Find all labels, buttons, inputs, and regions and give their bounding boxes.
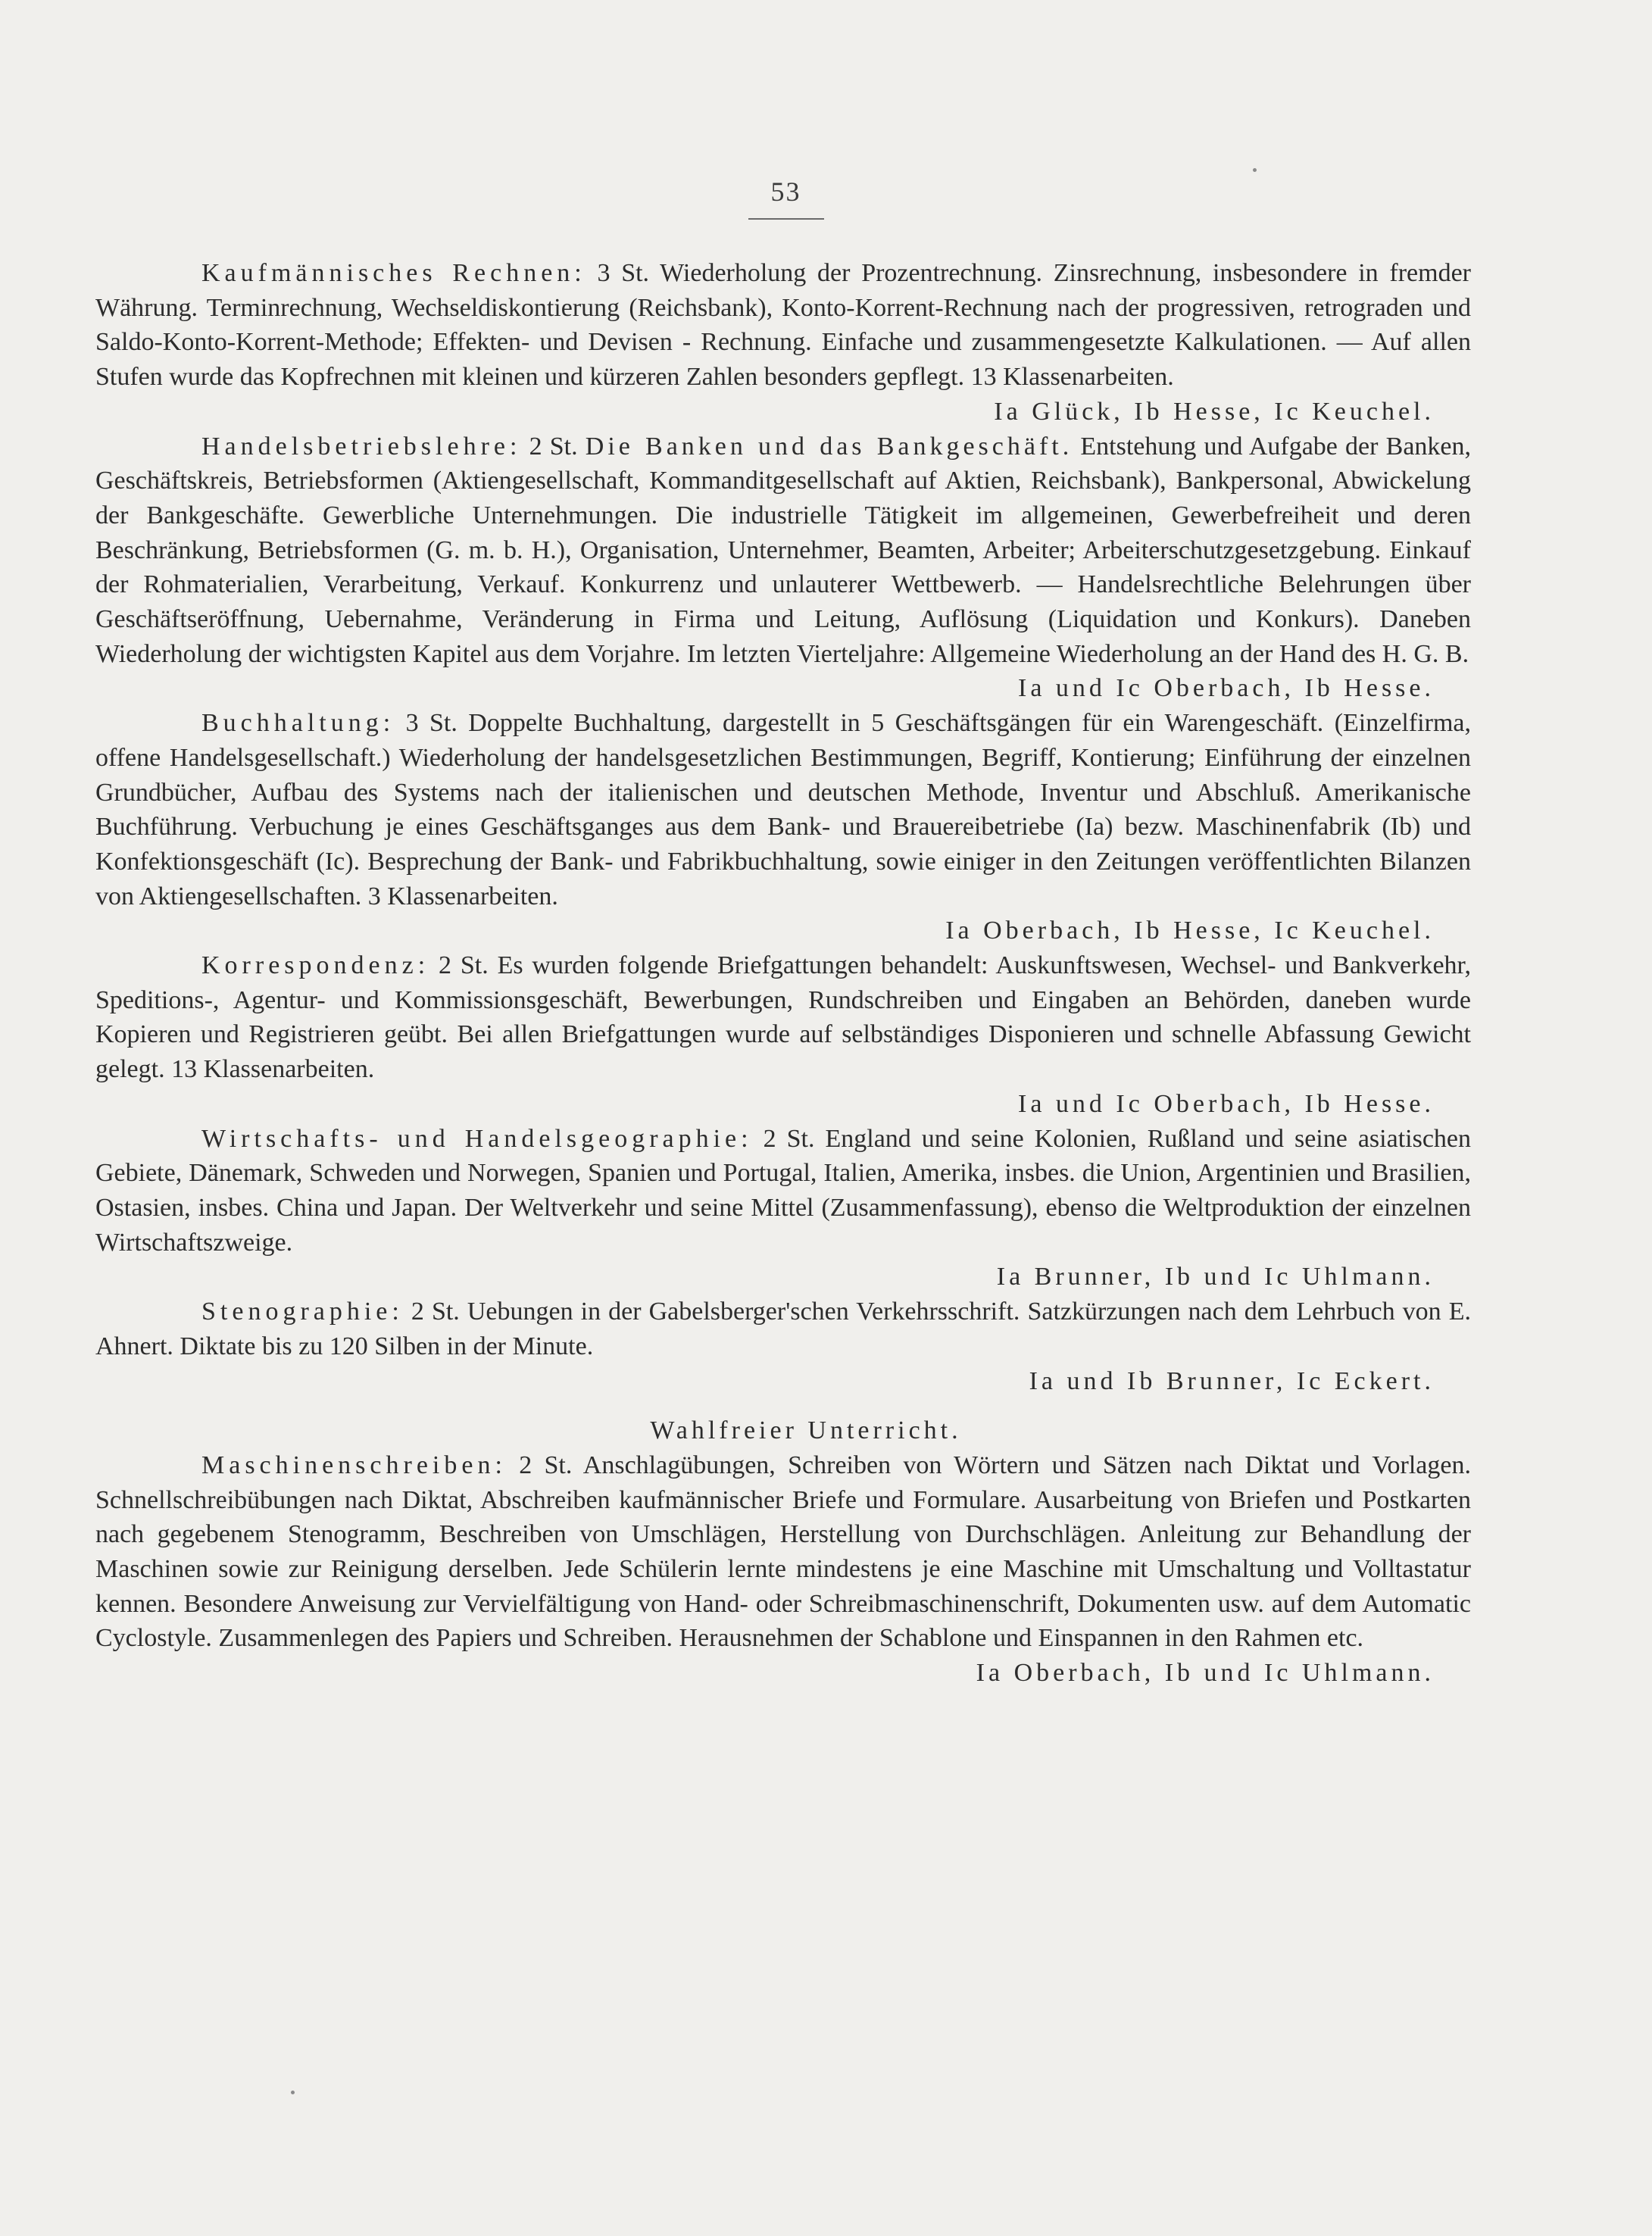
teachers-line: Ia und Ib Brunner, Ic Eckert.: [1029, 1366, 1435, 1395]
section-topic: Die Banken und das Bankgeschäft.: [585, 432, 1073, 461]
section-text: 3 St. Wiederholung der Prozentrechnung. Zinsrechnung, insbesondere in fremder Währung. Terminrechnung, Wechseldiskontierung (Reichsbank), Konto-Korrent-Rechnung nach der progressiven, retrograden und Saldo-Konto-Korrent-Methode; Effekten- und Devisen - Rechnung. Einfache und zusammengesetzte Kalkulationen. — Auf allen Stufen wurde das Kopfrechnen mit kleinen und kürzeren Zahlen besonders gepflegt. 13 Klassenarbeiten.: [95, 259, 1471, 392]
subject-title: Stenographie:: [201, 1298, 404, 1326]
teachers-line: Ia und Ic Oberbach, Ib Hesse.: [1018, 674, 1435, 703]
section-text: 2 St. Anschlagübungen, Schreiben von Wörtern und Sätzen nach Diktat und Vorlagen. Schnellschreibübungen nach Diktat, Abschreiben kaufmännischer Briefe und Formulare. Ausarbeitung von Briefen und Postkarten nach gegebenem Stenogramm, Beschreiben von Umschlägen, Herstellung von Durchschlägen. Anleitung zur Behandlung der Maschinen sowie zur Reinigung derselben. Jede Schülerin lernte mindestens je eine Maschine mit Umschaltung und Volltastatur kennen. Besondere Anweisung zur Vervielfältigung von Hand- oder Schreibmaschinenschrift, Dokumenten usw. auf dem Automatic Cyclostyle. Zusammenlegen des Papiers und Schreiben. Herausnehmen der Schablone und Einspannen in den Rahmen etc.: [95, 1451, 1471, 1653]
section-wirtschaftsgeographie: [95, 1122, 1471, 1260]
subject-title: Handelsbetriebslehre:: [201, 432, 522, 461]
paper-speck: [1253, 168, 1257, 172]
subject-title: Maschinenschreiben:: [201, 1451, 507, 1479]
page-number: 53: [770, 176, 801, 207]
section-text: 2 St. England und seine Kolonien, Rußland und seine asiatischen Gebiete, Dänemark, Schweden und Norwegen, Spanien und Portugal, Italien, Amerika, insbes. die Union, Argentinien und Brasilien, Ostasien, insbes. China und Japan. Der Weltverkehr und seine Mittel (Zusammenfassung), ebenso die Weltproduktion der einzelnen Wirtschaftszweige.: [95, 1124, 1471, 1257]
section-text: 2 St. Uebungen in der Gabelsberger'schen Verkehrsschrift. Satzkürzungen nach dem Lehrbuch von E. Ahnert. Diktate bis zu 120 Silben in der Minute.: [95, 1298, 1471, 1360]
teachers-line: Ia und Ic Oberbach, Ib Hesse.: [1018, 1089, 1435, 1118]
teachers-line: Ia Glück, Ib Hesse, Ic Keuchel.: [994, 397, 1435, 426]
subject-title: Korrespondenz:: [201, 951, 430, 980]
page-number-underline: [748, 218, 824, 220]
section-stenographie: [95, 1294, 1471, 1363]
section-maschinenschreiben: [95, 1448, 1471, 1656]
document-body: [95, 256, 1471, 1691]
teachers-line: Ia Brunner, Ib und Ic Uhlmann.: [996, 1263, 1435, 1291]
subject-title: Kaufmännisches Rechnen:: [201, 259, 586, 287]
section-text-lead: 2 St.: [521, 432, 586, 461]
section-korrespondenz: [95, 948, 1471, 1087]
teachers-line: Ia Oberbach, Ib und Ic Uhlmann.: [976, 1659, 1435, 1688]
paper-speck: [291, 2091, 295, 2094]
section-text: 3 St. Doppelte Buchhaltung, dargestellt in 5 Geschäftsgängen für ein Warengeschäft. (Einzelfirma, offene Handelsgesellschaft.) Wiederholung der handelsgesetzlichen Bestimmungen, Begriff, Kontierung; Einführung der einzelnen Grundbücher, Aufbau des Systems nach der italienischen und deutschen Methode, Inventur und Abschluß. Amerikanische Buchführung. Verbuchung je eines Geschäftsganges aus dem Bank- und Brauereibetriebe (Ia) bezw. Maschinenfabrik (Ib) und Konfektionsgeschäft (Ic). Besprechung der Bank- und Fabrikbuchhaltung, sowie einiger in den Zeitungen veröffentlichten Bilanzen von Aktiengesellschaften. 3 Klassenarbeiten.: [95, 709, 1471, 910]
section-handelsbetriebslehre: [95, 429, 1471, 672]
section-buchhaltung: [95, 706, 1471, 913]
subject-title: Wirtschafts- und Handelsgeographie:: [201, 1124, 753, 1153]
subject-title: Buchhaltung:: [201, 709, 395, 738]
elective-heading: Wahlfreier Unterricht.: [650, 1416, 962, 1445]
section-text: 2 St. Es wurden folgende Briefgattungen behandelt: Auskunftswesen, Wechsel- und Bankverkehr, Speditions-, Agentur- und Kommissionsgeschäft, Bewerbungen, Rundschreiben und Eingaben an Behörden, daneben wurde Kopieren und Registrieren geübt. Bei allen Briefgattungen wurde auf selbständiges Disponieren und schnelle Abfassung Gewicht gelegt. 13 Klassenarbeiten.: [95, 951, 1471, 1084]
section-text: Entstehung und Aufgabe der Banken, Geschäftskreis, Betriebsformen (Aktiengesellschaft, Kommanditgesellschaft auf Aktien, Reichsbank), Bankpersonal, Abwickelung der Bankgeschäfte. Gewerbliche Unternehmungen. Die industrielle Tätigkeit im allgemeinen, Gewerbefreiheit und deren Beschränkung, Betriebsformen (G. m. b. H.), Organisation, Unternehmer, Beamten, Arbeiter; Arbeiterschutzgesetzgebung. Einkauf der Rohmaterialien, Verarbeitung, Verkauf. Konkurrenz und unlauterer Wettbewerb. — Handelsrechtliche Belehrungen über Geschäftseröffnung, Uebernahme, Veränderung in Firma und Leitung, Auflösung (Liquidation und Konkurs). Daneben Wiederholung der wichtigsten Kapitel aus dem Vorjahre. Im letzten Vierteljahre: Allgemeine Wiederholung an der Hand des H. G. B.: [95, 432, 1471, 668]
section-kaufmaennisches-rechnen: [95, 256, 1471, 395]
teachers-line: Ia Oberbach, Ib Hesse, Ic Keuchel.: [945, 917, 1435, 945]
